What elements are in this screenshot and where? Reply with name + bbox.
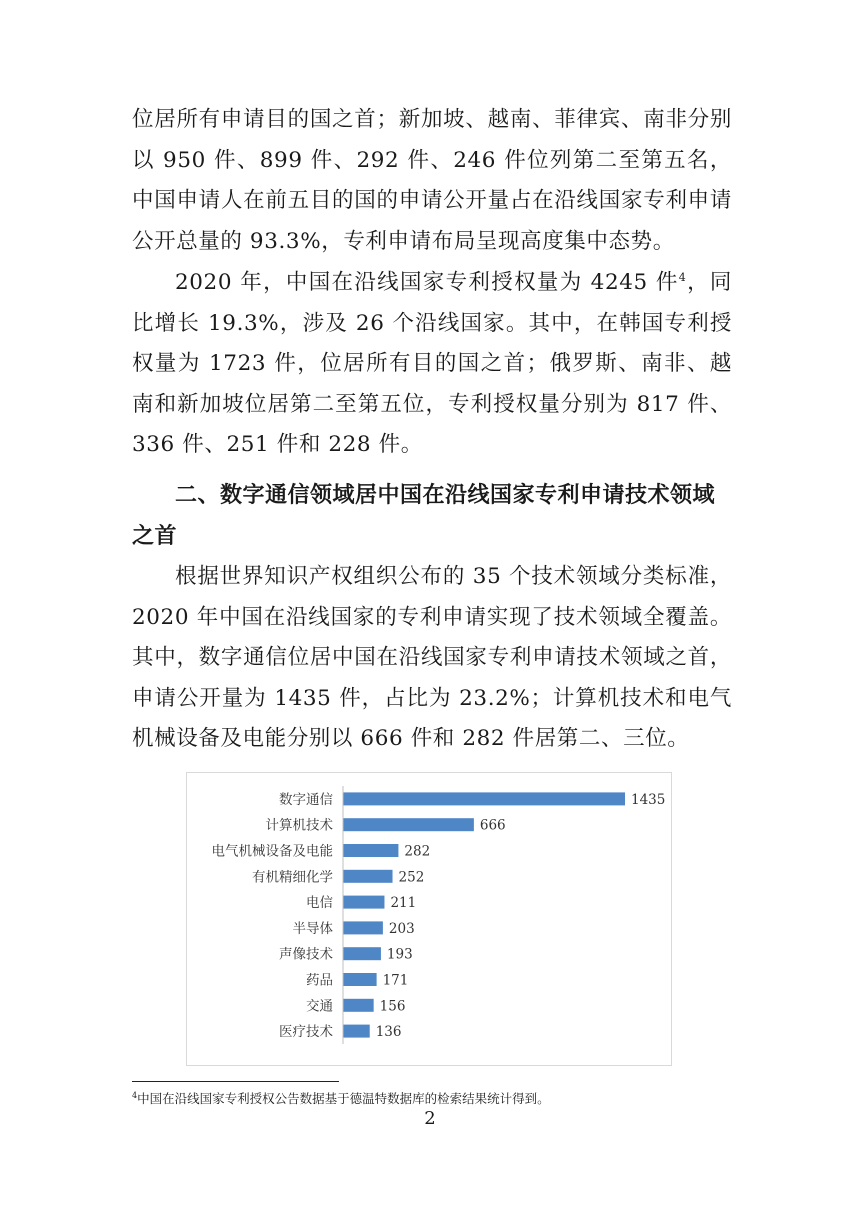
paragraph-1: 位居所有申请目的国之首；新加坡、越南、菲律宾、南非分别以 950 件、899 件、292 件、246 件位列第二至第五名，中国申请人在前五目的国的申请公开量占在沿线国家专利申请公开总量的 93.3%，专利申请布局呈现高度集中态势。 bbox=[132, 107, 732, 254]
footnote-marker: 4 bbox=[132, 1090, 138, 1100]
page-number: 2 bbox=[424, 1108, 436, 1129]
bar bbox=[343, 818, 474, 831]
category-label: 交通 bbox=[306, 998, 333, 1015]
category-label: 有机精细化学 bbox=[252, 869, 333, 886]
data-label: 282 bbox=[404, 843, 431, 860]
bar-chart bbox=[186, 772, 672, 1066]
bar bbox=[343, 921, 383, 934]
footnote-ref[interactable]: 4 bbox=[678, 270, 687, 284]
category-label: 药品 bbox=[306, 972, 333, 989]
bar bbox=[343, 896, 384, 909]
bar bbox=[343, 1025, 370, 1038]
data-label: 211 bbox=[390, 895, 417, 912]
paragraph-2 bbox=[132, 263, 732, 466]
data-label: 156 bbox=[379, 998, 406, 1015]
data-label: 252 bbox=[398, 869, 425, 886]
data-label: 171 bbox=[382, 972, 409, 989]
data-label: 193 bbox=[386, 946, 413, 963]
category-label: 声像技术 bbox=[279, 946, 333, 963]
category-label: 计算机技术 bbox=[265, 817, 333, 834]
paragraph-2-part-a: 2020 年，中国在沿线国家专利授权量为 4245 件 bbox=[175, 270, 679, 295]
data-label: 1435 bbox=[631, 791, 666, 808]
data-label: 666 bbox=[479, 817, 506, 834]
footnote-divider bbox=[132, 1081, 339, 1082]
footnote-text: 中国在沿线国家专利授权公告数据基于德温特数据库的检索结果统计得到。 bbox=[137, 1091, 550, 1106]
bar bbox=[343, 973, 377, 986]
category-label: 电信 bbox=[306, 895, 333, 912]
category-label: 医疗技术 bbox=[279, 1024, 333, 1041]
bar bbox=[343, 999, 374, 1012]
bar bbox=[343, 870, 393, 883]
paragraph-3: 根据世界知识产权组织公布的 35 个技术领域分类标准，2020 年中国在沿线国家的专利申请实现了技术领域全覆盖。其中，数字通信位居中国在沿线国家专利申请技术领域之首，申请公开量为 1435 件，占比为 23.2%；计算机技术和电气机械设备及电能分别以 666 件和 282 件居第二、三位。 bbox=[132, 564, 732, 751]
category-label: 数字通信 bbox=[279, 791, 333, 808]
bar bbox=[343, 844, 398, 857]
paragraph-2-part-b: ，同比增长 19.3%，涉及 26 个沿线国家。其中，在韩国专利授权量为 1723 件，位居所有目的国之首；俄罗斯、南非、越南和新加坡位居第二至第五位，专利授权量分别为 817 件、336 件、251 件和 228 件。 bbox=[132, 270, 732, 457]
data-label: 136 bbox=[375, 1024, 402, 1041]
bar bbox=[343, 792, 625, 805]
bar bbox=[343, 947, 381, 960]
category-label: 半导体 bbox=[292, 920, 333, 937]
section-heading: 二、数字通信领域居中国在沿线国家专利申请技术领域之首 bbox=[132, 483, 716, 549]
bar-chart-svg bbox=[187, 773, 671, 1065]
footnote bbox=[132, 1090, 732, 1108]
data-label: 203 bbox=[388, 920, 415, 937]
category-label: 电气机械设备及电能 bbox=[211, 843, 333, 860]
